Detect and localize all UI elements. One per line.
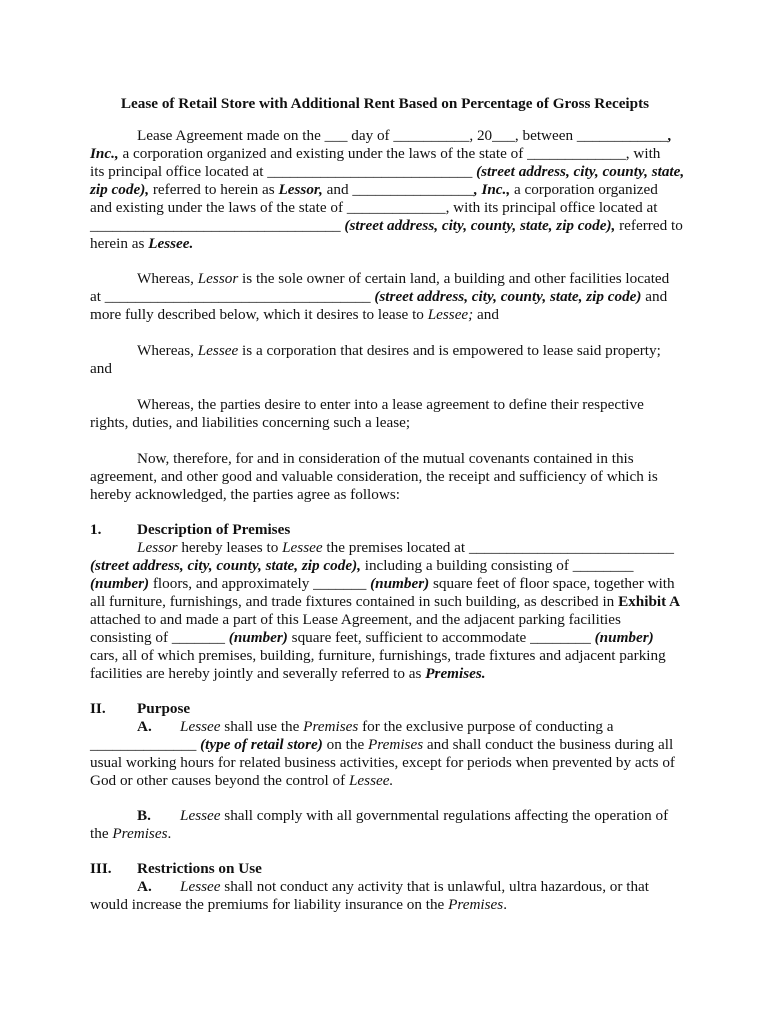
whereas-text: is the sole owner of certain land, a building and other facilities located	[238, 270, 670, 287]
section1-line-7: cars, all of which premises, building, furniture, furnishings, trade fixtures and adjacent parking	[90, 647, 666, 664]
section-text: (number)	[228, 629, 288, 646]
intro-text: and ________________	[322, 181, 474, 198]
section3-number: III.	[90, 860, 112, 877]
intro-text: its principal office located at ___________________________	[90, 163, 477, 180]
section-text: (number)	[370, 575, 430, 592]
intro-text: (street address, city, county, state,	[476, 163, 685, 180]
section-text: Premises	[112, 825, 168, 842]
whereas2-line-1	[137, 342, 661, 360]
section-text: Premises	[303, 718, 359, 735]
whereas-text: (street address, city, county, state, zip code)	[374, 288, 642, 305]
intro-text: ,	[668, 127, 672, 144]
section-text: .	[167, 825, 172, 842]
intro-text: , Inc.,	[473, 181, 511, 198]
intro-line-2	[90, 145, 660, 163]
section-text: Lessor	[137, 539, 178, 556]
section-text: facilities are hereby jointly and severally referred to as	[90, 665, 426, 682]
whereas1-line-3	[90, 306, 499, 324]
intro-text: Inc.,	[90, 145, 119, 162]
section-text: (number)	[594, 629, 654, 646]
intro-line-6	[90, 217, 683, 235]
section-text: square feet, sufficient to accommodate ________	[287, 629, 595, 646]
intro-line-3	[90, 163, 684, 181]
whereas-text: is a corporation that desires and is empowered to lease said property;	[238, 342, 661, 359]
now-line-2: agreement, and other good and valuable consideration, the receipt and sufficiency of which is	[90, 468, 658, 485]
section2-b-line-1	[180, 807, 668, 825]
whereas3-line-1: Whereas, the parties desire to enter into a lease agreement to define their respective	[137, 396, 644, 413]
whereas-text: Lessee	[197, 342, 239, 359]
whereas3-line-2: rights, duties, and liabilities concerning such a lease;	[90, 414, 411, 431]
intro-text: a corporation organized	[510, 181, 658, 198]
whereas1-line-2	[90, 288, 667, 306]
section3-a-label: A.	[137, 878, 152, 895]
section3-heading: Restrictions on Use	[137, 860, 262, 877]
section-text: Lessee.	[348, 772, 394, 789]
section-text: Exhibit A	[618, 593, 681, 610]
section-text: Lessee	[180, 807, 221, 824]
document-title: Lease of Retail Store with Additional Rent Based on Percentage of Gross Receipts	[120, 95, 650, 112]
intro-line-4	[90, 181, 658, 199]
section2-number: II.	[90, 700, 106, 717]
section-text: on the	[322, 736, 368, 753]
now-line-1: Now, therefore, for and in consideration of the mutual covenants contained in this	[137, 450, 634, 467]
whereas1-line-1	[137, 270, 669, 288]
section-text: (street address, city, county, state, zip code),	[90, 557, 361, 574]
section2-a-line-2	[90, 736, 673, 754]
intro-text: Lessee.	[148, 235, 194, 252]
intro-text: Lessor,	[278, 181, 323, 198]
section-text: consisting of _______	[90, 629, 229, 646]
section2-b-line-2	[90, 825, 171, 843]
section3-a-line-1	[180, 878, 649, 896]
section-text: shall not conduct any activity that is unlawful, ultra hazardous, or that	[220, 878, 650, 895]
section-text: ______________	[90, 736, 201, 753]
intro-text: Lease Agreement made on the ___ day of __________, 20___, between ____________	[137, 127, 669, 144]
section-text: (number)	[90, 575, 150, 592]
section3-a-line-2	[90, 896, 507, 914]
whereas-text: Whereas,	[137, 270, 198, 287]
section2-a-line-3: usual working hours for related business activities, except for periods when prevented by acts of	[90, 754, 675, 771]
section-text: including a building consisting of ________	[360, 557, 634, 574]
section1-number: 1.	[90, 521, 102, 538]
section-text: (type of retail store)	[200, 736, 323, 753]
intro-text: herein as	[90, 235, 149, 252]
intro-text: _________________________________	[90, 217, 345, 234]
section1-line-1	[137, 539, 674, 557]
section-text: Lessee	[180, 718, 221, 735]
section1-line-2	[90, 557, 633, 575]
whereas-text: and	[641, 288, 668, 305]
intro-text: zip code),	[90, 181, 150, 198]
section2-a-line-4	[90, 772, 393, 790]
section1-line-3	[90, 575, 675, 593]
section-text: Lessee	[180, 878, 221, 895]
section2-heading: Purpose	[137, 700, 191, 717]
section-text: the	[90, 825, 113, 842]
whereas-text: more fully described below, which it desires to lease to	[90, 306, 428, 323]
section2-b-label: B.	[137, 807, 151, 824]
intro-text: referred to herein as	[149, 181, 279, 198]
whereas-text: Lessee;	[427, 306, 474, 323]
whereas-text: at ___________________________________	[90, 288, 375, 305]
intro-line-7	[90, 235, 193, 253]
section-text: and shall conduct the business during all	[423, 736, 674, 753]
section-text: hereby leases to	[177, 539, 283, 556]
intro-text: (street address, city, county, state, zip code),	[344, 217, 616, 234]
section-text: Lessee	[282, 539, 323, 556]
section1-line-8	[90, 665, 486, 683]
section-text: the premises located at ___________________________	[322, 539, 674, 556]
whereas2-line-2: and	[90, 360, 112, 377]
section-text: shall use the	[220, 718, 304, 735]
now-line-3: hereby acknowledged, the parties agree as follows:	[90, 486, 400, 503]
section-text: God or other causes beyond the control of	[90, 772, 349, 789]
intro-line-5: and existing under the laws of the state of _____________, with its principal office located at	[90, 199, 658, 216]
section-text: for the exclusive purpose of conducting a	[358, 718, 614, 735]
section-text: Premises	[448, 896, 504, 913]
section2-a-label: A.	[137, 718, 152, 735]
section1-line-6	[90, 629, 654, 647]
section2-a-line-1	[180, 718, 613, 736]
section-text: shall comply with all governmental regulations affecting the operation of	[220, 807, 669, 824]
section-text: .	[503, 896, 507, 913]
section-text: Premises	[367, 736, 424, 753]
section-text: Premises.	[425, 665, 486, 682]
section-text: floors, and approximately _______	[149, 575, 371, 592]
intro-line-1	[137, 127, 672, 145]
whereas-text: and	[473, 306, 499, 323]
whereas-text: Whereas,	[137, 342, 198, 359]
section-text: square feet of floor space, together with	[429, 575, 675, 592]
intro-text: a corporation organized and existing under the laws of the state of _____________, with	[118, 145, 661, 162]
section-text: would increase the premiums for liability insurance on the	[90, 896, 449, 913]
whereas-text: Lessor	[197, 270, 239, 287]
section1-line-5: attached to and made a part of this Lease Agreement, and the adjacent parking facilities	[90, 611, 621, 628]
intro-text: referred to	[615, 217, 683, 234]
section1-line-4	[90, 593, 680, 611]
section-text: all furniture, furnishings, and trade fixtures contained in such building, as described in	[90, 593, 619, 610]
section1-heading: Description of Premises	[137, 521, 291, 538]
